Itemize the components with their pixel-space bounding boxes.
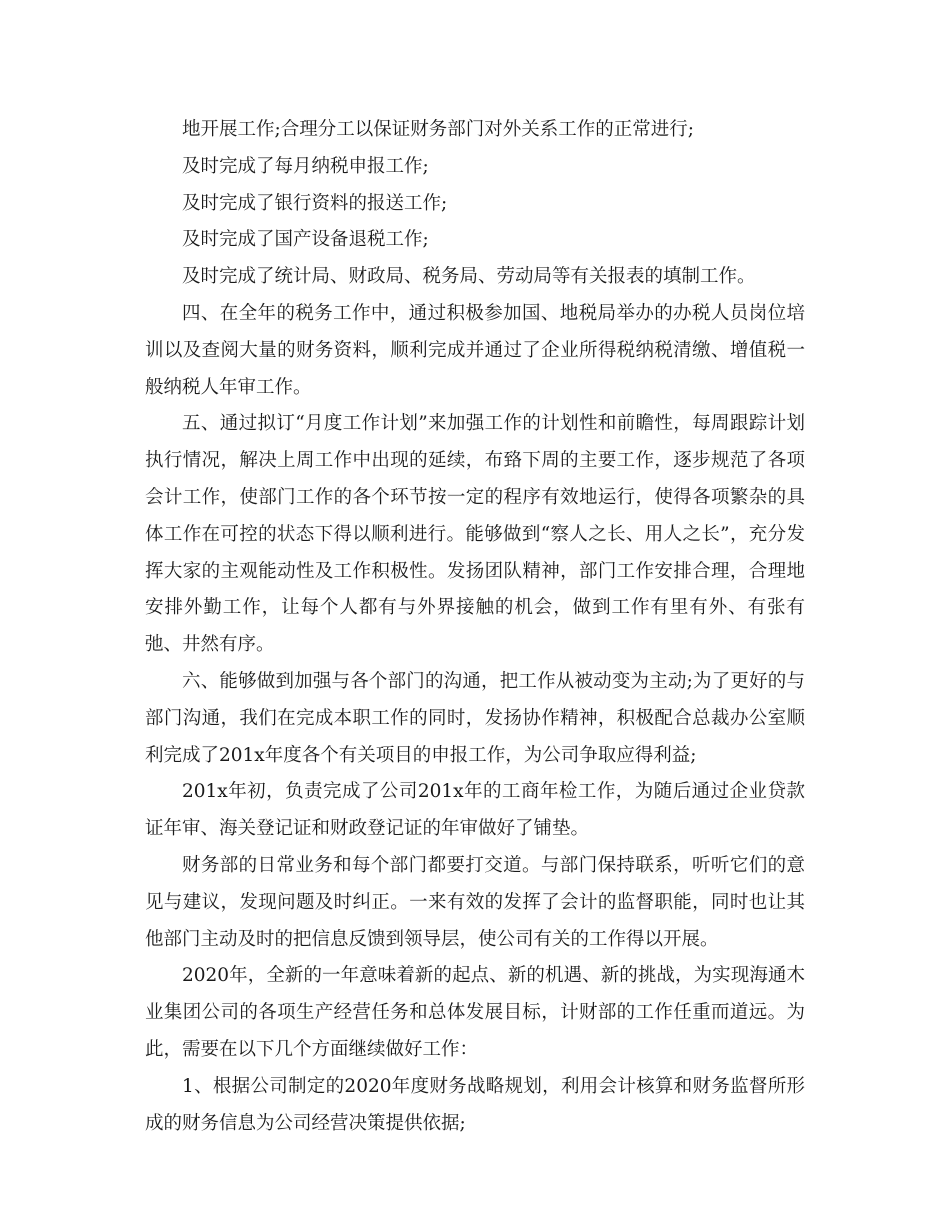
paragraph-4: 及时完成了国产设备退税工作;	[182, 229, 429, 251]
paragraph-11: 2020年，全新的一年意味着新的起点、新的机遇、新的挑战，为实现海通木业集团公司的各项生产经营任务和总体发展目标，计财部的工作任重而道远。为此，需要在以下几个方面继续做好工作：	[145, 965, 805, 1060]
paragraph-6: 四、在全年的税务工作中，通过积极参加国、地税局举办的办税人员岗位培训以及查阅大量的财务资料，顺利完成并通过了企业所得税纳税清缴、增值税一般纳税人年审工作。	[145, 302, 805, 398]
paragraph-12: 1、根据公司制定的2020年度财务战略规划，利用会计核算和财务监督所形成的财务信息为公司经营决策提供依据;	[145, 1075, 805, 1134]
document-body	[145, 112, 805, 1142]
paragraph-2: 及时完成了每月纳税申报工作;	[182, 155, 429, 177]
paragraph-3: 及时完成了银行资料的报送工作;	[182, 192, 448, 214]
paragraph-10: 财务部的日常业务和每个部门都要打交道。与部门保持联系，听听它们的意见与建议，发现问题及时纠正。一来有效的发挥了会计的监督职能，同时也让其他部门主动及时的把信息反馈到领导层，使公司有关的工作得以开展。	[145, 854, 805, 950]
paragraph-9: 201x年初，负责完成了公司201x年的工商年检工作，为随后通过企业贷款证年审、海关登记证和财政登记证的年审做好了铺垫。	[145, 781, 805, 840]
paragraph-8: 六、能够做到加强与各个部门的沟通，把工作从被动变为主动;为了更好的与部门沟通，我们在完成本职工作的同时，发扬协作精神，积极配合总裁办公室顺利完成了201x年度各个有关项目的申报工作，为公司争取应得利益;	[145, 670, 805, 766]
paragraph-1: 地开展工作;合理分工以保证财务部门对外关系工作的正常进行;	[182, 119, 694, 140]
paragraph-7: 五、通过拟订“月度工作计划”来加强工作的计划性和前瞻性，每周跟踪计划执行情况，解决上周工作中出现的延续，布臵下周的主要工作，逐步规范了各项会计工作，使部门工作的各个环节按一定的程序有效地运行，使得各项繁杂的具体工作在可控的状态下得以顺利进行。能够做到“察人之长、用人之长”，充分发挥大家的主观能动性及工作积极性。发扬团队精神，部门工作安排合理，合理地安排外勤工作，让每个人都有与外界接触的机会，做到工作有里有外、有张有弛、井然有序。	[145, 413, 805, 656]
paragraph-5: 及时完成了统计局、财政局、税务局、劳动局等有关报表的填制工作。	[182, 266, 756, 288]
